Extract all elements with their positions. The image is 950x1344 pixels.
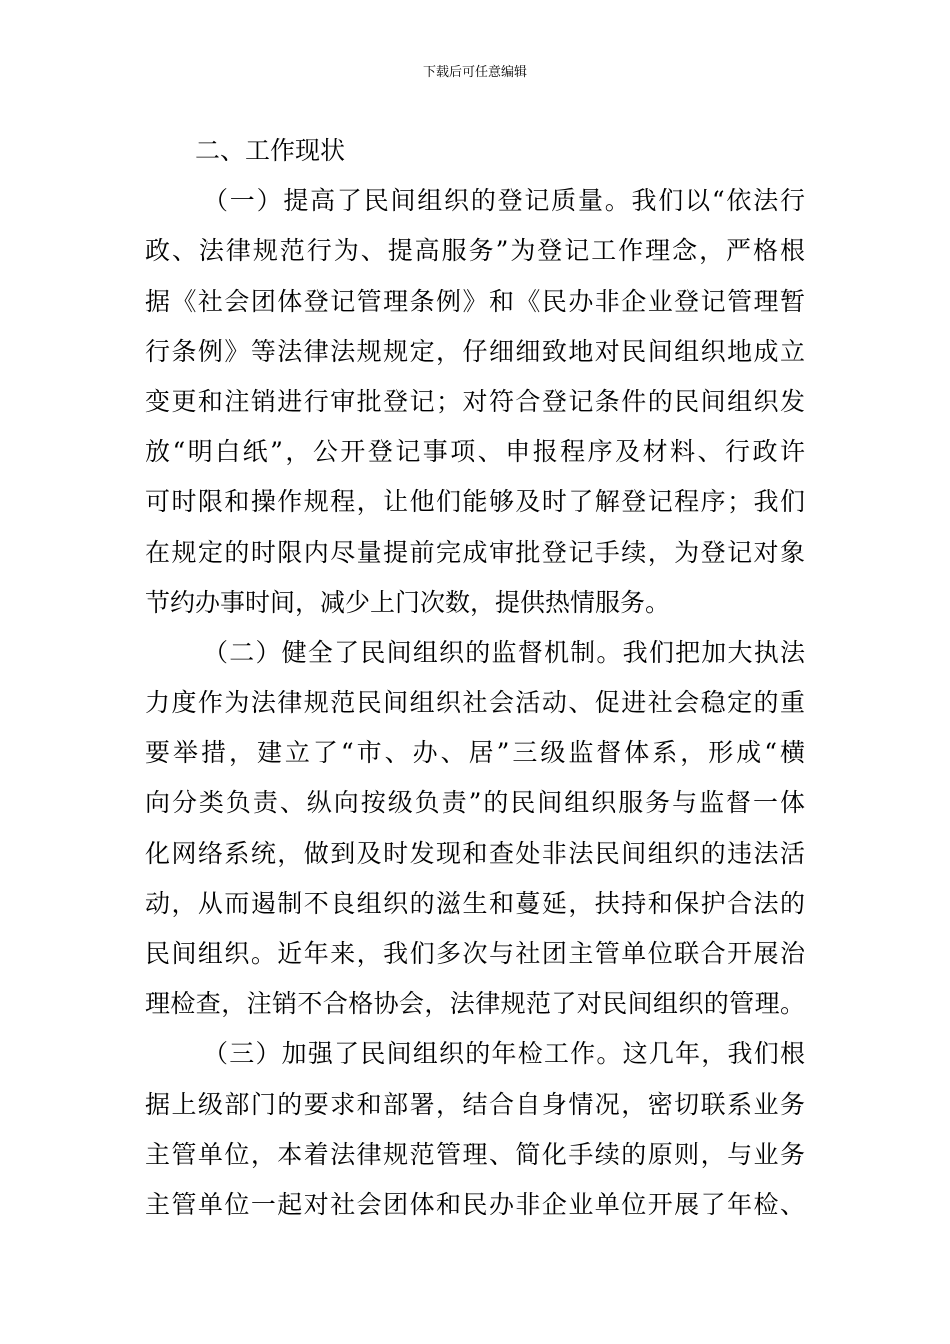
paragraph-line: 据上级部门的要求和部署，结合自身情况，密切联系业务 [145, 1089, 805, 1119]
paragraph-line: 行条例》等法律法规规定，仔细细致地对民间组织地成立 [145, 336, 805, 366]
paragraph-line: （三）加强了民间组织的年检工作。这几年，我们根 [203, 1039, 805, 1069]
paragraph-3 [145, 1029, 805, 1230]
paragraph-line: （二）健全了民间组织的监督机制。我们把加大执法 [203, 637, 805, 667]
paragraph-line: 据《社会团体登记管理条例》和《民办非企业登记管理暂 [145, 286, 805, 316]
paragraph-line: 变更和注销进行审批登记；对符合登记条件的民间组织发 [145, 386, 805, 416]
paragraph-2 [145, 628, 805, 1030]
paragraph-line: 主管单位，本着法律规范管理、简化手续的原则，与业务 [145, 1139, 805, 1169]
document-body [145, 126, 805, 1230]
paragraph-line: 力度作为法律规范民间组织社会活动、促进社会稳定的重 [145, 688, 805, 718]
paragraph-line: 要举措，建立了“市、办、居”三级监督体系，形成“横 [145, 738, 805, 768]
paragraph-line: 在规定的时限内尽量提前完成审批登记手续，为登记对象 [145, 537, 805, 567]
paragraph-line: （一）提高了民间组织的登记质量。我们以“依法行 [203, 186, 805, 216]
paragraph-line: 向分类负责、纵向按级负责”的民间组织服务与监督一体 [145, 788, 805, 818]
paragraph-line: 理检查，注销不合格协会，法律规范了对民间组织的管理。 [145, 989, 805, 1019]
paragraph-line: 民间组织。近年来，我们多次与社团主管单位联合开展治 [145, 939, 805, 968]
paragraph-line: 化网络系统，做到及时发现和查处非法民间组织的违法活 [145, 838, 805, 868]
paragraph-line: 政、法律规范行为、提高服务”为登记工作理念，严格根 [145, 236, 805, 266]
page-header: 下载后可任意编辑 [422, 65, 527, 80]
paragraph-1 [145, 176, 805, 628]
paragraph-line: 主管单位一起对社会团体和民办非企业单位开展了年检、 [145, 1189, 805, 1219]
paragraph-line: 放“明白纸”，公开登记事项、申报程序及材料、行政许 [145, 437, 805, 467]
section-heading: 二、工作现状 [195, 136, 346, 165]
paragraph-line: 动，从而遏制不良组织的滋生和蔓延，扶持和保护合法的 [145, 888, 805, 918]
paragraph-line: 节约办事时间，减少上门次数，提供热情服务。 [145, 587, 671, 617]
paragraph-line: 可时限和操作规程，让他们能够及时了解登记程序；我们 [145, 487, 805, 517]
